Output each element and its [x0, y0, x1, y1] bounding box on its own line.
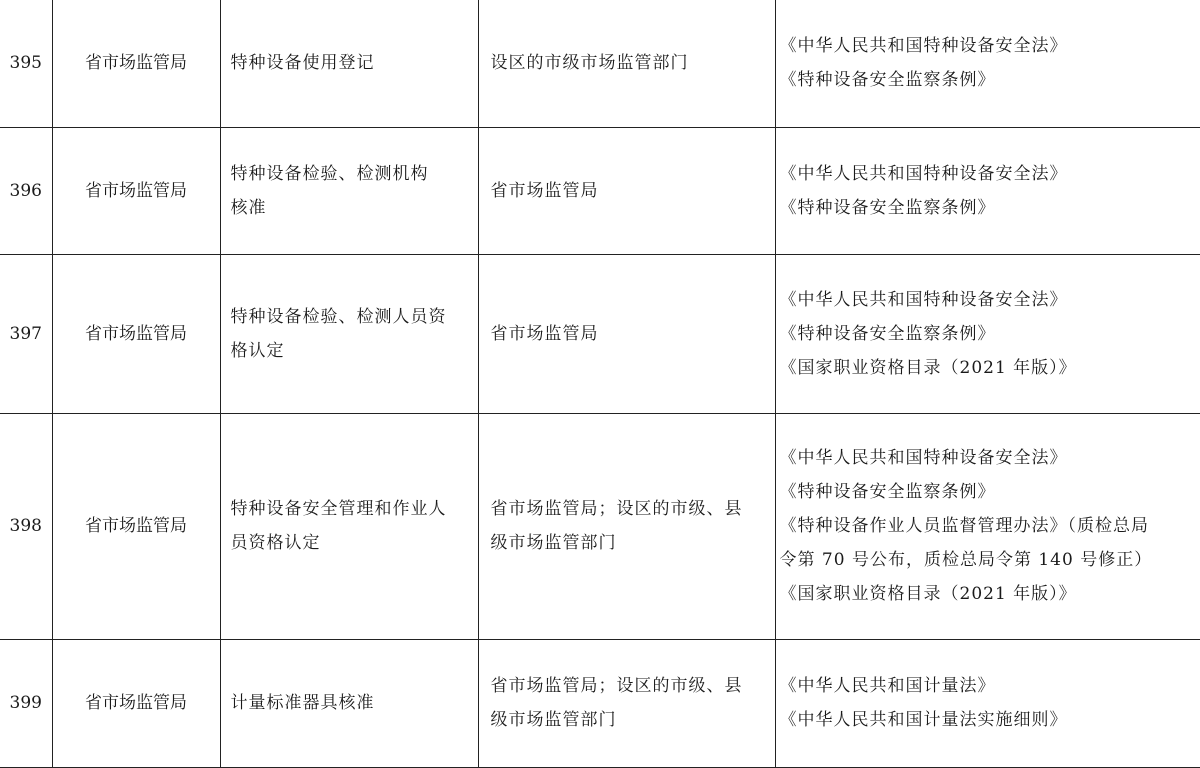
- item-name-cell: [220, 0, 478, 127]
- legal-basis-line: 《中华人民共和国计量法实施细则》: [779, 710, 1068, 730]
- item-name-line: 特种设备检验、检测人员资: [230, 306, 447, 327]
- legal-basis-cell: [775, 254, 1200, 413]
- table-row: [0, 0, 1200, 127]
- legal-basis-cell: [775, 0, 1200, 127]
- authority-line: 设区的市级市场监管部门: [490, 53, 689, 74]
- department-cell: 省市场监管局: [52, 127, 220, 254]
- table-row: [0, 413, 1200, 639]
- item-name-cell: [220, 254, 478, 413]
- table-row: [0, 127, 1200, 254]
- legal-basis-line: 《特种设备作业人员监督管理办法》（质检总局: [779, 516, 1149, 536]
- authority-cell: [478, 127, 775, 254]
- legal-basis-cell: [775, 413, 1200, 639]
- department-cell: 省市场监管局: [52, 413, 220, 639]
- authority-line: 省市场监管局: [490, 180, 599, 201]
- legal-basis-line: 《中华人民共和国特种设备安全法》: [779, 36, 1068, 57]
- department-cell: 省市场监管局: [52, 639, 220, 767]
- legal-basis-cell: [775, 127, 1200, 254]
- legal-basis-line: 《中华人民共和国特种设备安全法》: [779, 163, 1068, 184]
- authority-line: 省市场监管局；设区的市级、县: [490, 676, 743, 696]
- legal-basis-cell: [775, 639, 1200, 767]
- legal-basis-line: 《国家职业资格目录（2021 年版）》: [779, 584, 1077, 604]
- table-row: [0, 254, 1200, 413]
- authority-line: 级市场监管部门: [490, 533, 617, 553]
- legal-basis-line: 《中华人民共和国特种设备安全法》: [779, 448, 1068, 468]
- item-name-line: 特种设备安全管理和作业人: [230, 499, 447, 519]
- authority-line: 省市场监管局: [490, 323, 599, 344]
- item-name-cell: [220, 127, 478, 254]
- legal-basis-line: 《特种设备安全监察条例》: [779, 323, 996, 344]
- item-name-line: 特种设备使用登记: [230, 53, 375, 74]
- item-name-cell: [220, 413, 478, 639]
- item-number: 399: [0, 639, 52, 767]
- legal-basis-line: 《特种设备安全监察条例》: [779, 482, 996, 502]
- legal-basis-line: 令第 70 号公布，质检总局令第 140 号修正）: [779, 550, 1153, 570]
- authority-cell: [478, 254, 775, 413]
- item-number: 398: [0, 413, 52, 639]
- item-name-cell: [220, 639, 478, 767]
- legal-basis-line: 《特种设备安全监察条例》: [779, 197, 996, 218]
- authority-cell: [478, 639, 775, 767]
- department-cell: 省市场监管局: [52, 254, 220, 413]
- table-row: [0, 639, 1200, 767]
- legal-basis-line: 《特种设备安全监察条例》: [779, 70, 996, 91]
- item-name-line: 核准: [230, 197, 267, 218]
- department-cell: 省市场监管局: [52, 0, 220, 127]
- authority-line: 级市场监管部门: [490, 710, 617, 730]
- authority-cell: [478, 413, 775, 639]
- legal-basis-line: 《中华人民共和国特种设备安全法》: [779, 289, 1068, 310]
- item-number: 397: [0, 254, 52, 413]
- item-name-line: 员资格认定: [230, 533, 321, 553]
- legal-basis-line: 《中华人民共和国计量法》: [779, 676, 996, 696]
- item-name-line: 格认定: [230, 340, 285, 361]
- authority-line: 省市场监管局；设区的市级、县: [490, 499, 743, 519]
- item-name-line: 计量标准器具核准: [230, 693, 375, 713]
- item-number: 396: [0, 127, 52, 254]
- item-number: 395: [0, 0, 52, 127]
- authority-cell: [478, 0, 775, 127]
- item-name-line: 特种设备检验、检测机构: [230, 163, 429, 184]
- legal-basis-line: 《国家职业资格目录（2021 年版）》: [779, 357, 1077, 378]
